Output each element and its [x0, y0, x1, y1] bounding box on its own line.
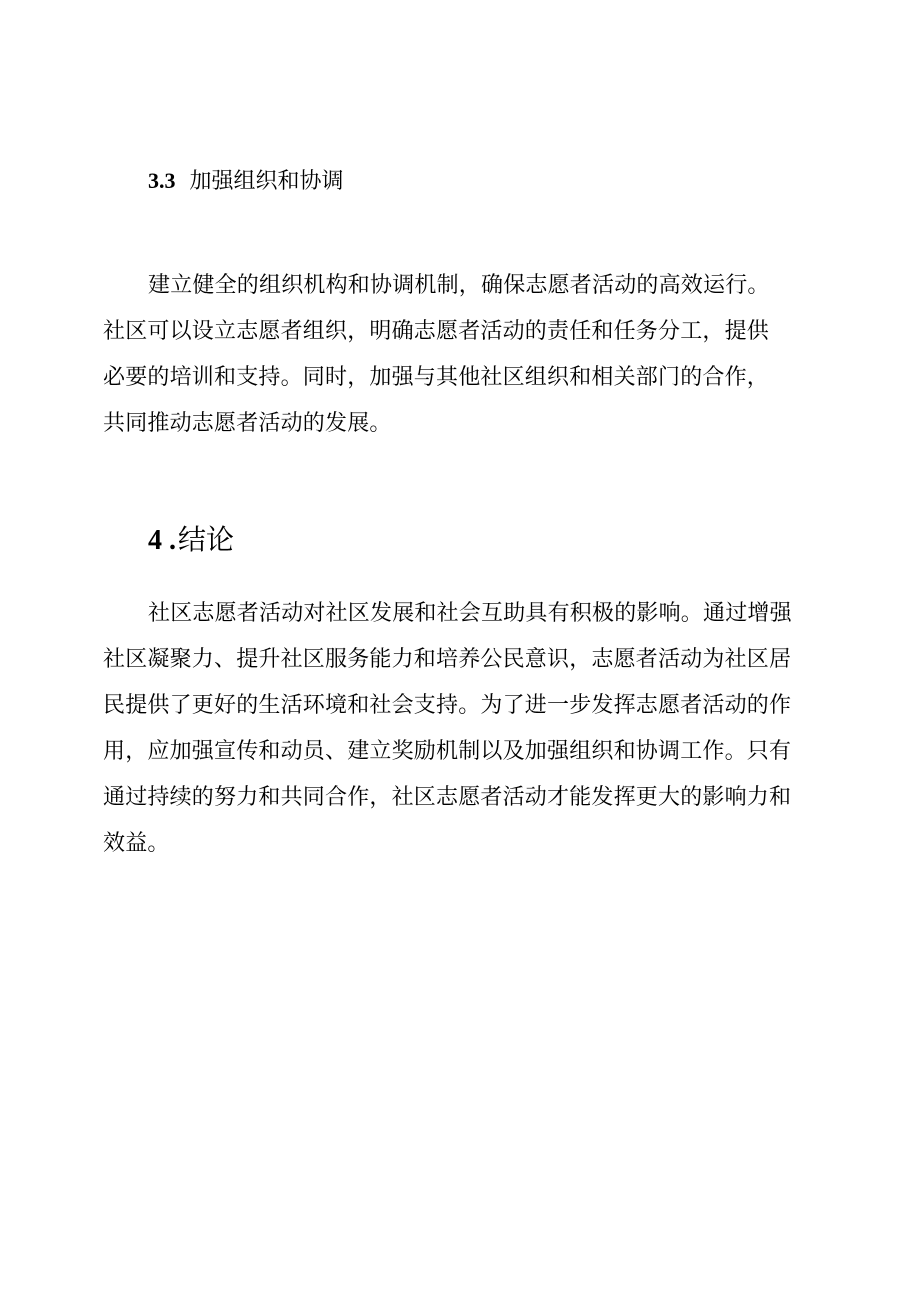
paragraph-line: 民提供了更好的生活环境和社会支持。为了进一步发挥志愿者活动的作: [103, 693, 792, 718]
section-4-heading: [148, 521, 234, 560]
paragraph-line: 共同推动志愿者活动的发展。: [103, 411, 392, 436]
section-4-paragraph: [103, 591, 823, 867]
section-3-3-paragraph: [103, 263, 823, 447]
paragraph-line: 用，应加强宣传和动员、建立奖励机制以及加强组织和协调工作。只有: [103, 739, 792, 764]
paragraph-line: 建立健全的组织机构和协调机制，确保志愿者活动的高效运行。: [148, 273, 770, 298]
paragraph-line: 通过持续的努力和共同合作，社区志愿者活动才能发挥更大的影响力和: [103, 785, 792, 810]
paragraph-line: 效益。: [103, 831, 170, 856]
paragraph-line: 社区志愿者活动对社区发展和社会互助具有积极的影响。通过增强: [148, 601, 792, 626]
paragraph-line: 社区可以设立志愿者组织，明确志愿者活动的责任和任务分工，提供: [103, 319, 770, 344]
paragraph-line: 社区凝聚力、提升社区服务能力和培养公民意识，志愿者活动为社区居: [103, 647, 792, 672]
section-4-title: 结论: [178, 523, 235, 556]
section-4-number: 4 .: [148, 525, 176, 556]
section-3-3-title: 加强组织和协调: [189, 169, 344, 194]
section-3-3-number: 3.3: [148, 168, 176, 193]
paragraph-line: 必要的培训和支持。同时，加强与其他社区组织和相关部门的合作，: [103, 365, 770, 390]
section-3-3-heading: [148, 166, 344, 197]
